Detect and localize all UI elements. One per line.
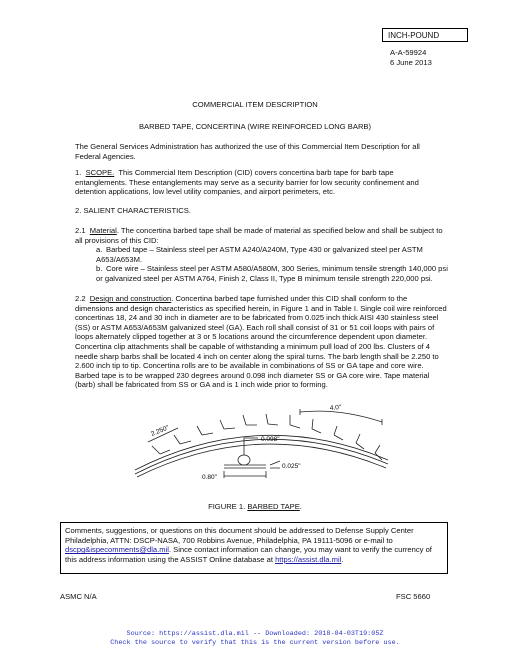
dimension-line <box>300 411 382 422</box>
dim-length-label: 4.0" <box>329 404 342 412</box>
figure-caption <box>0 502 510 512</box>
intro-paragraph: The General Services Administration has authorized the use of this Commercial Item Description for all Federal Agencies. <box>75 142 420 161</box>
material-section <box>75 226 447 245</box>
material-item-a <box>96 245 448 264</box>
material-item-b <box>96 264 448 283</box>
email-link[interactable]: dscpg&ispecomments@dla.mil <box>65 545 169 555</box>
material-number: 2.1 <box>75 226 86 235</box>
caption-link: BARBED TAPE <box>247 502 300 511</box>
comments-text: . <box>341 554 344 564</box>
design-section <box>75 294 447 390</box>
tape-band <box>137 444 386 477</box>
tape-section <box>224 465 266 468</box>
scope-heading: SCOPE. <box>85 168 115 177</box>
document-subtitle: BARBED TAPE, CONCERTINA (WIRE REINFORCED LONG BARB) <box>138 122 372 131</box>
caption-prefix: FIGURE 1. <box>208 502 248 511</box>
dim-width-label: 0.80" <box>202 474 217 480</box>
material-heading: Material <box>89 226 117 235</box>
comments-text: Comments, suggestions, or questions on this document should be addressed to Defense Supply Center Philadelphia, ATTN: DSCP-NASA, 700 Robbins Avenue, Philadelphia, PA 19111-5096 or e-mail to <box>65 526 414 545</box>
fsc-label: FSC 5660 <box>396 592 431 601</box>
scope-text: This Commercial Item Description (CID) covers concertina barb tape for barb tape entanglements. These entanglements may serve as a security barrier for low security confinement and detention applications, low level utility companies, and airport perimeters, etc. <box>75 168 419 197</box>
list-item-label: b. <box>96 264 103 273</box>
document-title: COMMERCIAL ITEM DESCRIPTION <box>192 100 318 109</box>
caption-suffix: . <box>299 502 302 511</box>
document-number: A-A-59924 <box>390 48 427 57</box>
source-footer: Source: https://assist.dla.mil -- Downloaded: 2018-04-03T19:05Z <box>126 630 384 638</box>
inch-pound-label: INCH-POUND <box>382 28 468 42</box>
assist-link[interactable]: https://assist.dla.mil <box>275 554 342 564</box>
barbed-tape-figure <box>120 398 400 480</box>
asmc-label: ASMC N/A <box>60 592 97 601</box>
dimension-line <box>224 471 266 478</box>
dim-thickness-label: 0.025" <box>282 463 301 470</box>
design-number: 2.2 <box>75 294 86 303</box>
material-text: . The concertina barbed tape shall be made of material as specified below and shall be subject to all provisions of this CID: <box>75 226 443 245</box>
document-date: 6 June 2013 <box>390 58 432 67</box>
verify-footer: Check the source to verify that this is the current version before use. <box>110 639 400 647</box>
dim-wire-label: 0.098" <box>261 436 280 443</box>
design-text: . Concertina barbed tape furnished under this CID shall conform to the dimensions and design characteristics as specified herein, in Figure 1 and in Table I. Single coil wire reinforced concertinas 18, 24 and 30 inch in diameter are to be fabricated from 0.025 inch thick AISI 430 stainless steel (SS) or ASTM A653/A653M galvanized steel (GA). Each roll shall consist of 31 or 51 coil loops with pairs of loops alternately clipped together at 3 or 5 locations around the circumference dependent upon diameter. Concertina clip attachments shall be capable of withstanding a minimum pull load of 200 lbs. Clusters of 4 needle sharp barbs shall be located 4 inch on center along the spiral turns. The barb length shall be 2.250 to 2.600 inch tip to tip. Concertina rolls are to be available in combinations of SS or GA tape and core wire. Barbed tape is to be wrapped 230 degrees around 0.098 inch diameter SS or GA core wire. Tape material (barb) shall be fabricated from SS or GA and is 1 inch wide prior to forming. <box>75 294 447 390</box>
core-wire-section <box>238 455 250 465</box>
scope-section <box>75 168 447 197</box>
leader-line <box>270 461 280 468</box>
scope-number: 1. <box>75 168 82 177</box>
comments-box <box>60 522 448 574</box>
salient-heading: 2. SALIENT CHARACTERISTICS. <box>75 206 191 215</box>
design-heading: Design and construction <box>89 294 172 303</box>
list-item-text: Barbed tape – Stainless steel per ASTM A240/A240M, Type 430 or galvanized steel per ASTM A653/A653M. <box>96 245 423 264</box>
list-item-label: a. <box>96 245 103 254</box>
comments-text: . Since contact information can change, you may want to verify the currency of this address information using the ASSIST Online database at <box>65 545 432 564</box>
list-item-text: Core wire – Stainless steel per ASTM A580/A580M, 300 Series, minimum tensile strength 140,000 psi or galvanized steel per ASTM A764, Finish 2, Class II, Type B minimum tensile strength 220,000 psi. <box>96 264 448 283</box>
dim-barb-label: 2.250" <box>150 424 170 438</box>
